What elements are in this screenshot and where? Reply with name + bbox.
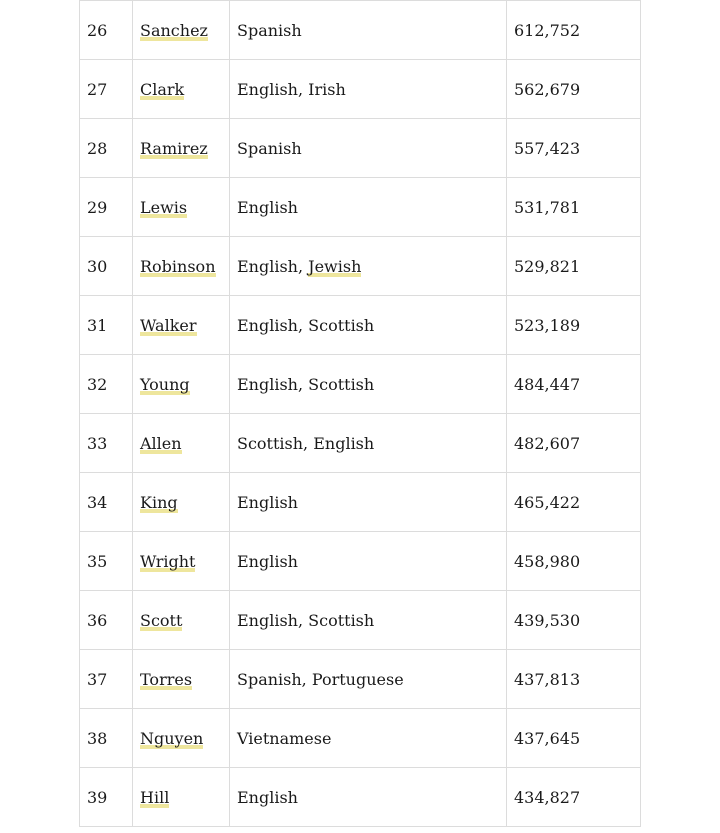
surname-link[interactable]: King <box>140 492 178 512</box>
surname-cell <box>133 414 230 473</box>
rank-cell <box>80 414 133 473</box>
surname-cell <box>133 119 230 178</box>
surname-cell <box>133 178 230 237</box>
origin-text: English, Scottish <box>237 374 375 394</box>
count-value: 531,781 <box>514 197 581 217</box>
count-value: 484,447 <box>514 374 581 394</box>
count-cell <box>507 355 641 414</box>
surname-cell <box>133 532 230 591</box>
origin-text: English <box>237 551 298 571</box>
rank-cell <box>80 473 133 532</box>
surname-link[interactable]: Sanchez <box>140 20 208 40</box>
table-row <box>80 768 641 827</box>
rank-value: 32 <box>87 374 108 394</box>
rank-cell <box>80 355 133 414</box>
surname-table-container <box>79 0 641 827</box>
table-row <box>80 355 641 414</box>
surname-cell <box>133 296 230 355</box>
table-row <box>80 60 641 119</box>
count-value: 612,752 <box>514 20 581 40</box>
origin-cell <box>230 591 507 650</box>
count-cell <box>507 119 641 178</box>
origin-text: English, Scottish <box>237 610 375 630</box>
origin-text: English <box>237 787 298 807</box>
surname-link[interactable]: Scott <box>140 610 183 630</box>
rank-cell <box>80 1 133 60</box>
surname-link[interactable]: Lewis <box>140 197 188 217</box>
origin-text: Spanish, Portuguese <box>237 669 404 689</box>
rank-cell <box>80 296 133 355</box>
origin-cell <box>230 237 507 296</box>
count-cell <box>507 532 641 591</box>
origin-cell <box>230 414 507 473</box>
surname-table-body <box>80 1 641 827</box>
surname-link[interactable]: Nguyen <box>140 728 204 748</box>
count-cell <box>507 237 641 296</box>
surname-cell <box>133 768 230 827</box>
surname-cell <box>133 60 230 119</box>
rank-cell <box>80 119 133 178</box>
table-row <box>80 178 641 237</box>
surname-table <box>79 0 641 827</box>
rank-value: 33 <box>87 433 108 453</box>
rank-value: 38 <box>87 728 108 748</box>
surname-link[interactable]: Robinson <box>140 256 216 276</box>
rank-value: 39 <box>87 787 108 807</box>
origin-cell <box>230 296 507 355</box>
origin-cell <box>230 60 507 119</box>
surname-link[interactable]: Wright <box>140 551 196 571</box>
rank-value: 29 <box>87 197 108 217</box>
rank-value: 26 <box>87 20 108 40</box>
surname-cell <box>133 1 230 60</box>
count-value: 437,813 <box>514 669 581 689</box>
table-row <box>80 296 641 355</box>
rank-value: 36 <box>87 610 108 630</box>
origin-text: English, <box>237 256 309 276</box>
rank-value: 34 <box>87 492 108 512</box>
surname-cell <box>133 709 230 768</box>
rank-value: 27 <box>87 79 108 99</box>
surname-link[interactable]: Young <box>140 374 190 394</box>
origin-cell <box>230 532 507 591</box>
surname-link[interactable]: Walker <box>140 315 197 335</box>
table-row <box>80 473 641 532</box>
count-cell <box>507 1 641 60</box>
origin-cell <box>230 178 507 237</box>
origin-text: Spanish <box>237 20 302 40</box>
count-cell <box>507 414 641 473</box>
origin-text: English, Scottish <box>237 315 375 335</box>
table-row <box>80 414 641 473</box>
count-value: 434,827 <box>514 787 581 807</box>
count-cell <box>507 296 641 355</box>
origin-text: Spanish <box>237 138 302 158</box>
origin-cell <box>230 473 507 532</box>
count-cell <box>507 650 641 709</box>
rank-value: 37 <box>87 669 108 689</box>
origin-text: English <box>237 492 298 512</box>
count-value: 437,645 <box>514 728 581 748</box>
rank-value: 31 <box>87 315 108 335</box>
rank-cell <box>80 709 133 768</box>
origin-link[interactable]: Jewish <box>308 256 362 276</box>
count-cell <box>507 473 641 532</box>
count-cell <box>507 60 641 119</box>
count-value: 523,189 <box>514 315 581 335</box>
surname-link[interactable]: Allen <box>140 433 182 453</box>
surname-link[interactable]: Torres <box>140 669 193 689</box>
count-cell <box>507 591 641 650</box>
table-row <box>80 119 641 178</box>
count-cell <box>507 709 641 768</box>
origin-text: Scottish, English <box>237 433 375 453</box>
rank-cell <box>80 591 133 650</box>
rank-cell <box>80 178 133 237</box>
surname-cell <box>133 591 230 650</box>
surname-link[interactable]: Clark <box>140 79 185 99</box>
table-row <box>80 709 641 768</box>
surname-cell <box>133 473 230 532</box>
count-cell <box>507 178 641 237</box>
surname-cell <box>133 237 230 296</box>
rank-cell <box>80 532 133 591</box>
table-row <box>80 532 641 591</box>
count-value: 439,530 <box>514 610 581 630</box>
origin-text: English <box>237 197 298 217</box>
surname-link[interactable]: Ramirez <box>140 138 208 158</box>
count-value: 562,679 <box>514 79 581 99</box>
rank-value: 28 <box>87 138 108 158</box>
rank-cell <box>80 60 133 119</box>
table-row <box>80 1 641 60</box>
rank-cell <box>80 768 133 827</box>
surname-cell <box>133 355 230 414</box>
origin-cell <box>230 355 507 414</box>
rank-cell <box>80 237 133 296</box>
origin-cell <box>230 768 507 827</box>
origin-cell <box>230 709 507 768</box>
table-row <box>80 591 641 650</box>
origin-cell <box>230 119 507 178</box>
count-value: 557,423 <box>514 138 581 158</box>
rank-value: 35 <box>87 551 108 571</box>
table-row <box>80 650 641 709</box>
origin-cell <box>230 650 507 709</box>
count-value: 482,607 <box>514 433 581 453</box>
surname-cell <box>133 650 230 709</box>
rank-value: 30 <box>87 256 108 276</box>
rank-cell <box>80 650 133 709</box>
origin-cell <box>230 1 507 60</box>
count-value: 458,980 <box>514 551 581 571</box>
count-cell <box>507 768 641 827</box>
origin-text: Vietnamese <box>237 728 332 748</box>
origin-text: English, Irish <box>237 79 346 99</box>
surname-link[interactable]: Hill <box>140 787 170 807</box>
count-value: 529,821 <box>514 256 581 276</box>
table-row <box>80 237 641 296</box>
count-value: 465,422 <box>514 492 581 512</box>
